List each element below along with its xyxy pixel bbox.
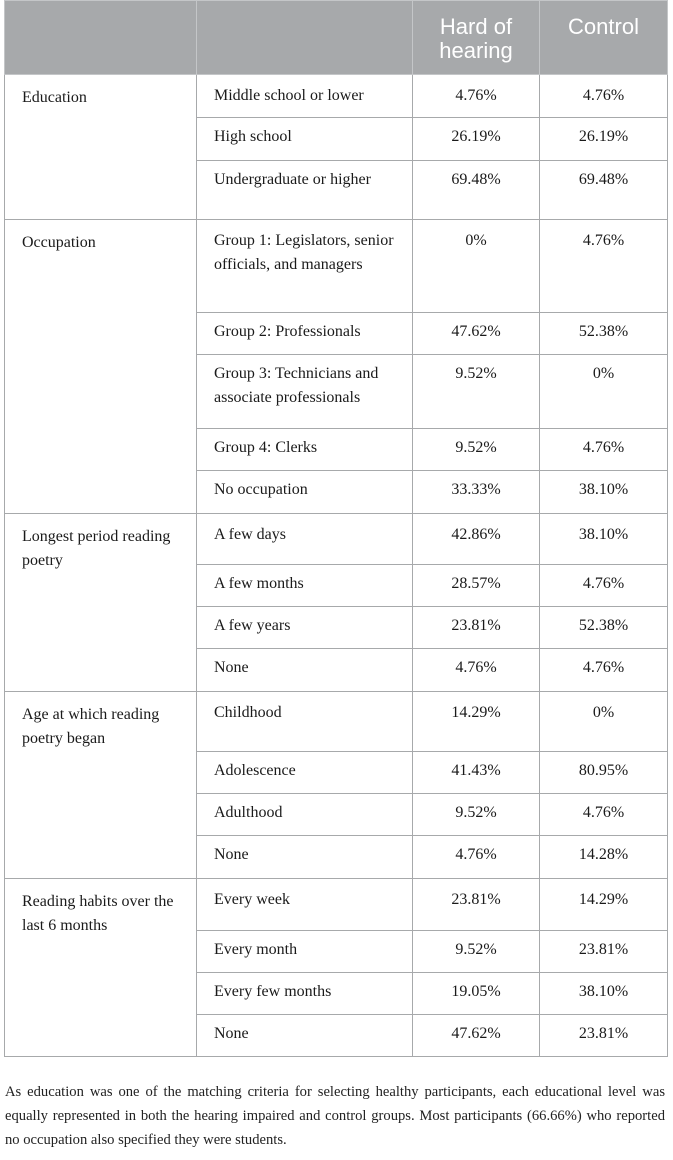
hard-of-hearing-value: 41.43%: [413, 752, 540, 794]
control-value: 4.76%: [540, 220, 668, 313]
subcategory-cell: Adulthood: [197, 794, 413, 836]
hard-of-hearing-value: 23.81%: [413, 607, 540, 649]
hard-of-hearing-value: 14.29%: [413, 692, 540, 752]
control-value: 52.38%: [540, 607, 668, 649]
header-control: Control: [540, 1, 668, 75]
hard-of-hearing-value: 19.05%: [413, 973, 540, 1015]
control-value: 23.81%: [540, 931, 668, 973]
subcategory-cell: Group 1: Legislators, senior officials, and managers: [197, 220, 413, 313]
hard-of-hearing-value: 4.76%: [413, 75, 540, 118]
subcategory-cell: None: [197, 1015, 413, 1057]
hard-of-hearing-value: 23.81%: [413, 879, 540, 931]
table-footnote: As education was one of the matching criteria for selecting healthy participants, each educational level was equally represented in both the hearing impaired and control groups. Most participants (66.66%) who reported no occupation also specified they were students.: [5, 1084, 665, 1148]
subcategory-cell: Childhood: [197, 692, 413, 752]
category-cell: Age at which reading poetry began: [5, 692, 197, 879]
subcategory-cell: High school: [197, 118, 413, 161]
subcategory-cell: Group 2: Professionals: [197, 313, 413, 355]
subcategory-cell: No occupation: [197, 471, 413, 514]
control-value: 0%: [540, 355, 668, 429]
control-value: 4.76%: [540, 794, 668, 836]
control-value: 14.28%: [540, 836, 668, 879]
hard-of-hearing-value: 4.76%: [413, 836, 540, 879]
control-value: 38.10%: [540, 471, 668, 514]
subcategory-cell: A few years: [197, 607, 413, 649]
subcategory-cell: A few months: [197, 565, 413, 607]
header-blank-2: [197, 1, 413, 75]
control-value: 4.76%: [540, 75, 668, 118]
subcategory-cell: Group 4: Clerks: [197, 429, 413, 471]
control-value: 23.81%: [540, 1015, 668, 1057]
hard-of-hearing-value: 33.33%: [413, 471, 540, 514]
control-value: 38.10%: [540, 514, 668, 565]
table-row: [5, 75, 668, 118]
hard-of-hearing-value: 9.52%: [413, 429, 540, 471]
subcategory-cell: A few days: [197, 514, 413, 565]
subcategory-cell: Every few months: [197, 973, 413, 1015]
control-value: 0%: [540, 692, 668, 752]
hard-of-hearing-value: 9.52%: [413, 794, 540, 836]
hard-of-hearing-value: 9.52%: [413, 931, 540, 973]
category-cell: Occupation: [5, 220, 197, 514]
table-container: [4, 0, 667, 1057]
control-value: 4.76%: [540, 565, 668, 607]
table-body: [5, 75, 668, 1057]
header-hard-of-hearing: Hard of hearing: [413, 1, 540, 75]
category-cell: Longest period reading poetry: [5, 514, 197, 692]
demographics-table: [4, 0, 668, 1057]
subcategory-cell: Middle school or lower: [197, 75, 413, 118]
control-value: 26.19%: [540, 118, 668, 161]
control-value: 4.76%: [540, 649, 668, 692]
hard-of-hearing-value: 47.62%: [413, 313, 540, 355]
subcategory-cell: Adolescence: [197, 752, 413, 794]
control-value: 80.95%: [540, 752, 668, 794]
hard-of-hearing-value: 47.62%: [413, 1015, 540, 1057]
control-value: 38.10%: [540, 973, 668, 1015]
subcategory-cell: Every week: [197, 879, 413, 931]
hard-of-hearing-value: 69.48%: [413, 161, 540, 220]
control-value: 69.48%: [540, 161, 668, 220]
subcategory-cell: Group 3: Technicians and associate professionals: [197, 355, 413, 429]
hard-of-hearing-value: 9.52%: [413, 355, 540, 429]
table-row: [5, 514, 668, 565]
category-cell: Education: [5, 75, 197, 220]
header-blank-1: [5, 1, 197, 75]
subcategory-cell: Undergraduate or higher: [197, 161, 413, 220]
table-row: [5, 692, 668, 752]
control-value: 52.38%: [540, 313, 668, 355]
table-row: [5, 220, 668, 313]
hard-of-hearing-value: 4.76%: [413, 649, 540, 692]
hard-of-hearing-value: 26.19%: [413, 118, 540, 161]
subcategory-cell: None: [197, 649, 413, 692]
control-value: 4.76%: [540, 429, 668, 471]
hard-of-hearing-value: 0%: [413, 220, 540, 313]
control-value: 14.29%: [540, 879, 668, 931]
hard-of-hearing-value: 28.57%: [413, 565, 540, 607]
subcategory-cell: Every month: [197, 931, 413, 973]
header-row: [5, 1, 668, 75]
table-row: [5, 879, 668, 931]
category-cell: Reading habits over the last 6 months: [5, 879, 197, 1057]
subcategory-cell: None: [197, 836, 413, 879]
hard-of-hearing-value: 42.86%: [413, 514, 540, 565]
